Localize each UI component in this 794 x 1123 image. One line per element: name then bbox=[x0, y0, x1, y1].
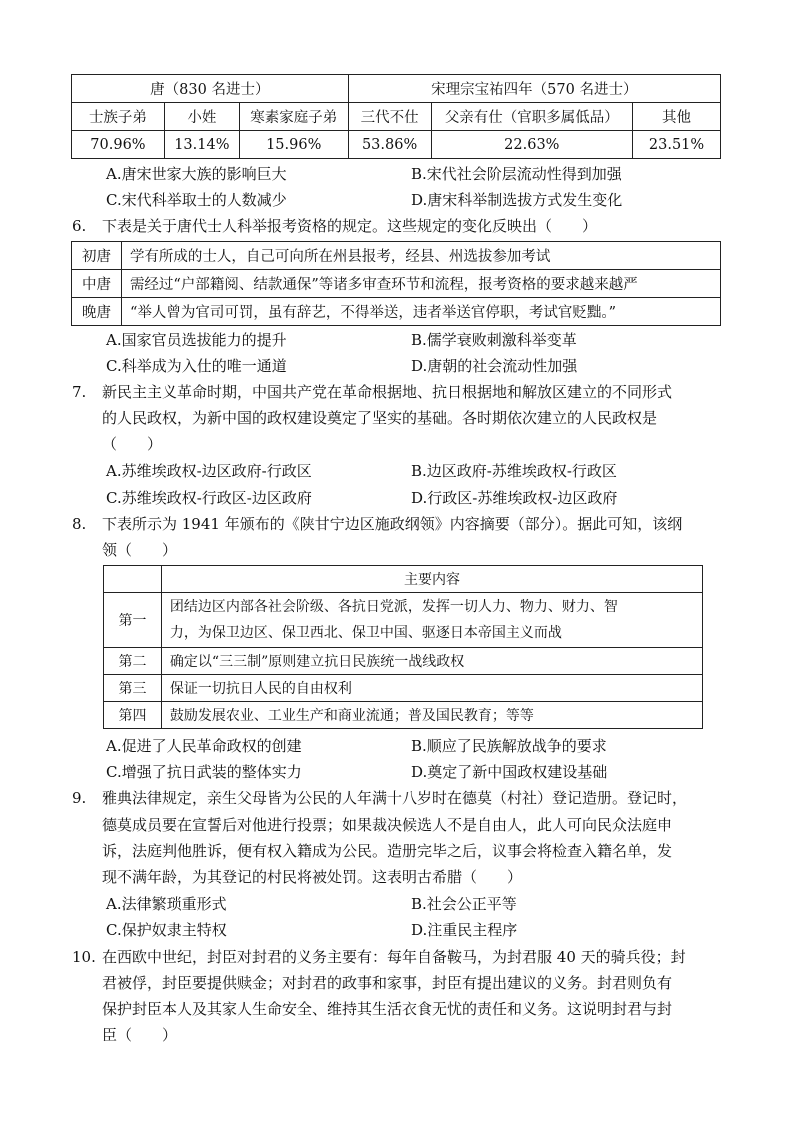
q7-stem bbox=[72, 381, 672, 402]
column-header: 士族子弟 bbox=[72, 103, 165, 131]
table-row bbox=[104, 702, 703, 729]
row-label: 第二 bbox=[104, 648, 162, 675]
q6-stem bbox=[72, 215, 597, 236]
row-label: 第三 bbox=[104, 675, 162, 702]
q9-option-d[interactable]: D.注重民主程序 bbox=[411, 921, 518, 939]
q7-option-a[interactable]: A.苏维埃政权-边区政府-行政区 bbox=[106, 462, 312, 480]
column-header: 寒素家庭子弟 bbox=[239, 103, 348, 131]
content-line: 力，为保卫边区、保卫西北、保卫中国、驱逐日本帝国主义而战 bbox=[169, 625, 562, 641]
q8-stem-line: 领（ ） bbox=[102, 541, 178, 559]
column-header: 小姓 bbox=[164, 103, 239, 131]
content-cell: 保证一切抗日人民的自由权利 bbox=[161, 675, 702, 702]
table-cell: 13.14% bbox=[164, 131, 239, 159]
q9-stem-line: 德莫成员要在宣誓后对他进行投票；如果裁决候选人不是自由人，此人可向民众法庭申 bbox=[102, 816, 673, 834]
q10-stem-line: 臣（ ） bbox=[102, 1026, 178, 1044]
q9-stem-line: 现不满年龄，为其登记的村民将被处罚。这表明古希腊（ ） bbox=[102, 868, 523, 886]
q8-option-a[interactable]: A.促进了人民革命政权的创建 bbox=[106, 737, 302, 755]
row-label: 第四 bbox=[104, 702, 162, 729]
question-number: 10. bbox=[72, 948, 96, 966]
question-text: 雅典法律规定，亲生父母皆为公民的人年满十八岁时在德莫（村社）登记造册。登记时， bbox=[102, 789, 688, 807]
question-number: 8. bbox=[72, 515, 87, 533]
q5-option-a[interactable]: A.唐宋世家大族的影响巨大 bbox=[106, 165, 287, 183]
rule-cell: 需经过“户部籍阅、结款通保”等诸多审查环节和流程，报考资格的要求越来越严 bbox=[121, 270, 720, 298]
q9-option-b[interactable]: B.社会公正平等 bbox=[411, 895, 517, 913]
table-cell: 23.51% bbox=[633, 131, 721, 159]
table-row bbox=[72, 270, 721, 298]
question-text: 新民主主义革命时期，中国共产党在革命根据地、抗日根据地和解放区建立的不同形式 bbox=[102, 383, 673, 401]
content-cell: 鼓励发展农业、工业生产和商业流通；普及国民教育；等等 bbox=[161, 702, 702, 729]
q5-option-b[interactable]: B.宋代社会阶层流动性得到加强 bbox=[411, 165, 622, 183]
table-row bbox=[72, 298, 721, 326]
table-row bbox=[72, 131, 721, 159]
q8-stem bbox=[72, 513, 682, 534]
song-header: 宋理宗宝祐四年（570 名进士） bbox=[348, 75, 720, 103]
rule-cell: 学有所成的士人，自己可向所在州县报考，经县、州选拔参加考试 bbox=[121, 242, 720, 270]
q7-stem-line: （ ） bbox=[102, 435, 163, 453]
q9-stem bbox=[72, 787, 687, 808]
q10-stem bbox=[72, 946, 686, 967]
question-number: 6. bbox=[72, 217, 87, 235]
q8-option-b[interactable]: B.顺应了民族解放战争的要求 bbox=[411, 737, 607, 755]
q8-option-d[interactable]: D.奠定了新中国政权建设基础 bbox=[411, 763, 608, 781]
question-text: 下表所示为 1941 年颁布的《陕甘宁边区施政纲领》内容摘要（部分）。据此可知，该纲 bbox=[102, 515, 683, 533]
table-cell: 70.96% bbox=[72, 131, 165, 159]
question-number: 7. bbox=[72, 383, 87, 401]
table-row bbox=[104, 593, 703, 648]
question-number: 9. bbox=[72, 789, 87, 807]
q9-option-a[interactable]: A.法律繁琐重形式 bbox=[106, 895, 227, 913]
column-header: 主要内容 bbox=[161, 566, 702, 593]
content-cell: 确定以“三三制”原则建立抗日民族统一战线政权 bbox=[161, 648, 702, 675]
period-cell: 中唐 bbox=[72, 270, 122, 298]
question-text: 下表是关于唐代士人科举报考资格的规定。这些规定的变化反映出（ ） bbox=[102, 217, 598, 235]
period-cell: 晚唐 bbox=[72, 298, 122, 326]
content-line: 团结边区内部各社会阶级、各抗日党派，发挥一切人力、物力、财力、智 bbox=[169, 599, 618, 615]
q7-option-d[interactable]: D.行政区-苏维埃政权-边区政府 bbox=[411, 489, 618, 507]
question-text: 在西欧中世纪，封臣对封君的义务主要有：每年自备鞍马，为封君服 40 天的骑兵役；封 bbox=[102, 948, 686, 966]
table-header-row bbox=[72, 103, 721, 131]
content-cell bbox=[161, 593, 702, 648]
q10-stem-line: 保护封臣本人及其家人生命安全、维持其生活衣食无忧的责任和义务。这说明封君与封 bbox=[102, 1000, 673, 1018]
shaanxi-program-table bbox=[103, 565, 703, 729]
table-cell: 22.63% bbox=[431, 131, 633, 159]
q5-option-d[interactable]: D.唐宋科举制选拔方式发生变化 bbox=[411, 191, 623, 209]
q7-stem-line: 的人民政权，为新中国的政权建设奠定了坚实的基础。各时期依次建立的人民政权是 bbox=[102, 409, 658, 427]
table-cell: 15.96% bbox=[239, 131, 348, 159]
tang-header: 唐（830 名进士） bbox=[72, 75, 349, 103]
table-row bbox=[72, 242, 721, 270]
table-row bbox=[104, 675, 703, 702]
table-cell: 53.86% bbox=[348, 131, 431, 159]
q7-option-c[interactable]: C.苏维埃政权-行政区-边区政府 bbox=[106, 489, 312, 507]
q10-stem-line: 君被俘，封臣要提供赎金；对封君的政事和家事，封臣有提出建议的义务。封君则负有 bbox=[102, 974, 673, 992]
q6-option-a[interactable]: A.国家官员选拔能力的提升 bbox=[106, 331, 287, 349]
q5-option-c[interactable]: C.宋代科举取士的人数减少 bbox=[106, 191, 287, 209]
table-header-row bbox=[104, 566, 703, 593]
tang-exam-rules-table bbox=[71, 241, 721, 326]
q8-option-c[interactable]: C.增强了抗日武装的整体实力 bbox=[106, 763, 302, 781]
imperial-exam-origin-table bbox=[71, 74, 721, 159]
q6-option-b[interactable]: B.儒学衰败刺激科举变革 bbox=[411, 331, 577, 349]
rule-cell: “举人曾为官司可罚，虽有辞艺，不得举送，违者举送官停职，考试官贬黜。” bbox=[121, 298, 720, 326]
q7-option-b[interactable]: B.边区政府-苏维埃政权-行政区 bbox=[411, 462, 617, 480]
table-row bbox=[104, 648, 703, 675]
blank-header-cell bbox=[104, 566, 162, 593]
q9-stem-line: 诉，法庭判他胜诉，便有权入籍成为公民。造册完毕之后，议事会将检查入籍名单，发 bbox=[102, 842, 673, 860]
column-header: 三代不仕 bbox=[348, 103, 431, 131]
q6-option-c[interactable]: C.科举成为入仕的唯一通道 bbox=[106, 357, 287, 375]
column-header: 父亲有仕（官职多属低品） bbox=[431, 103, 633, 131]
q6-option-d[interactable]: D.唐朝的社会流动性加强 bbox=[411, 357, 578, 375]
q9-option-c[interactable]: C.保护奴隶主特权 bbox=[106, 921, 227, 939]
column-header: 其他 bbox=[633, 103, 721, 131]
period-cell: 初唐 bbox=[72, 242, 122, 270]
row-label: 第一 bbox=[104, 593, 162, 648]
